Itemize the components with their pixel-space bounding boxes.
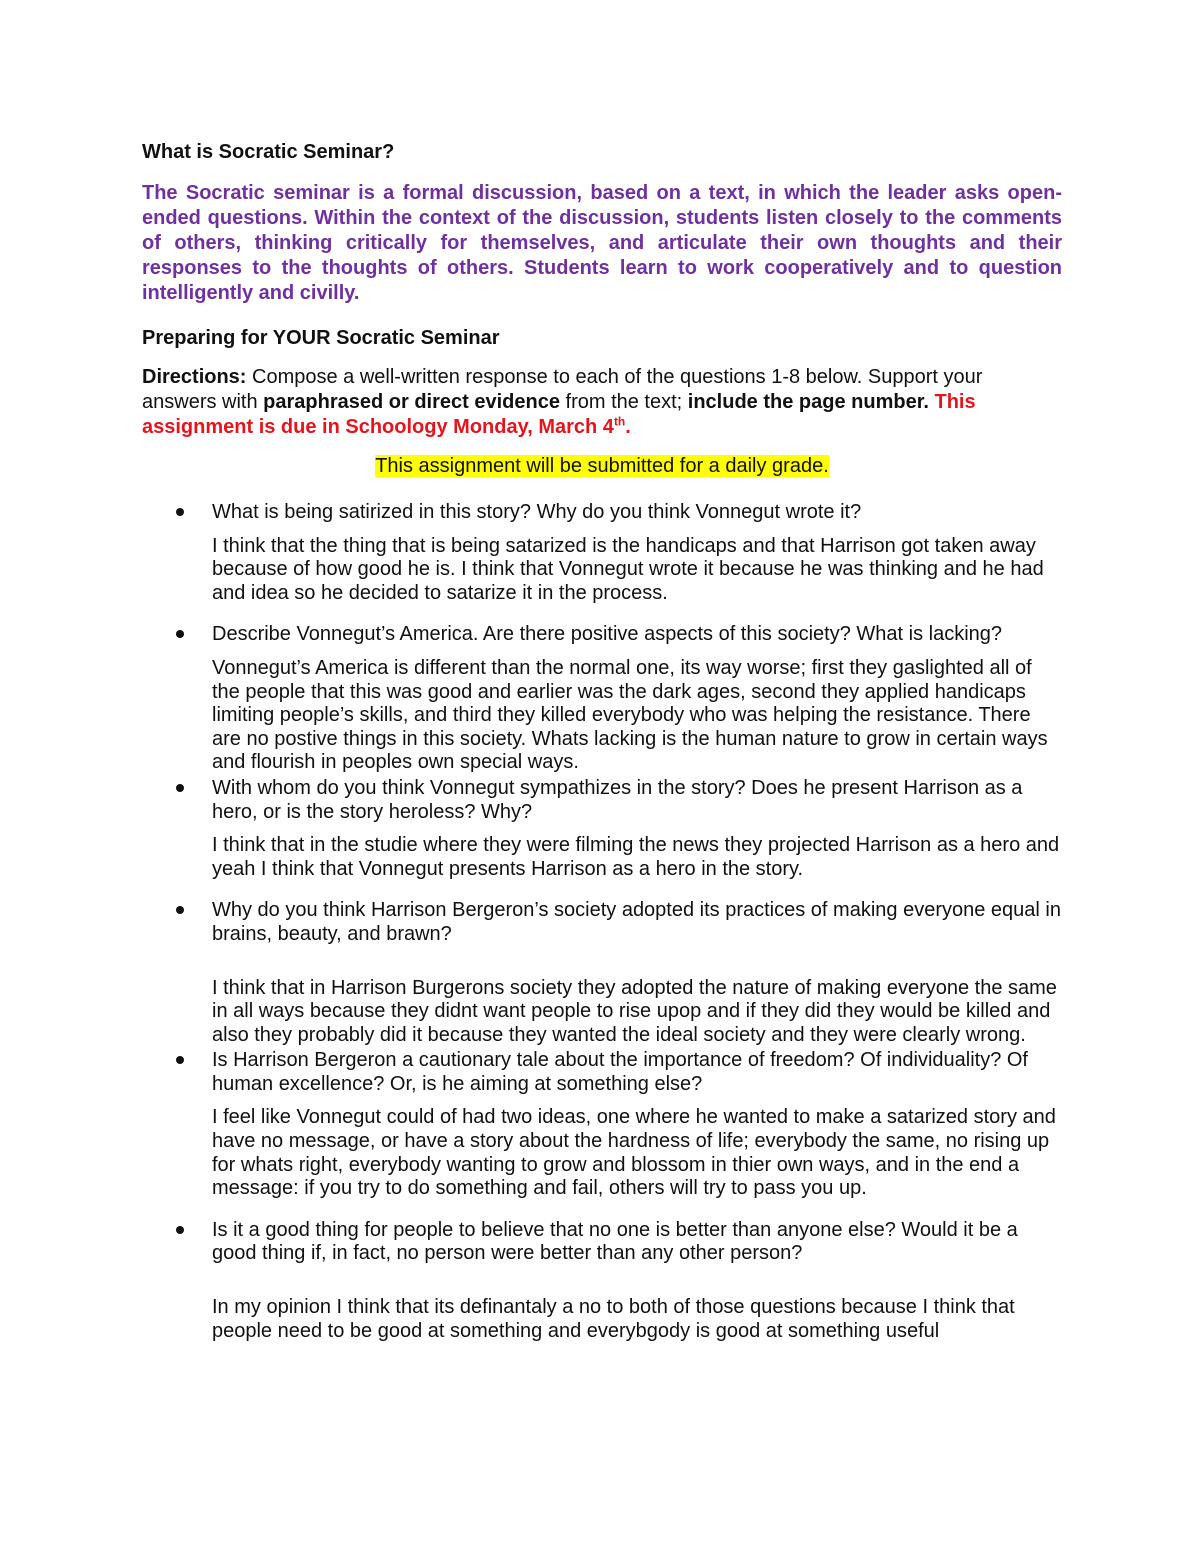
bullet-icon bbox=[176, 784, 184, 792]
directions-bold-1: paraphrased or direct evidence bbox=[263, 391, 560, 413]
due-date-superscript: th bbox=[613, 414, 626, 429]
answer-text: I think that in the studie where they were filming the news they projected Harrison as a hero and yeah I think that Vonnegut presents Harrison as a hero in the story. bbox=[212, 834, 1060, 880]
answer-text: In my opinion I think that its definantaly a no to both of those questions because I think that people need to be good at something and everybgody is good at something useful bbox=[212, 1296, 1015, 1342]
directions-label: Directions: bbox=[142, 366, 247, 388]
question-text: Why do you think Harrison Bergeron’s society adopted its practices of making everyone equal in brains, beauty, and brawn? bbox=[212, 899, 1061, 945]
answer-text: I feel like Vonnegut could of had two ideas, one where he wanted to make a satarized story and have no message, or have a story about the hardness of life; everybody the same, no rising up for whats right, everybody wanting to grow and blossom in thier own ways, and in the end a message: if you try to do something and fail, others will try to pass you up. bbox=[212, 1106, 1056, 1200]
answer-text: Vonnegut’s America is different than the normal one, its way worse; first they gaslighted all of the people that this was good and earlier was the dark ages, second they applied handicaps limiting people’s skills, and third they killed everybody who was helping the resistance. There are no postive things in this society. Whats lacking is the human nature to grow in certain ways and flourish in peoples own special ways. bbox=[212, 656, 1048, 774]
bullet-icon bbox=[176, 508, 184, 516]
directions-text-2: from the text; bbox=[559, 391, 688, 413]
due-date-end: . bbox=[625, 416, 631, 438]
question-text: Describe Vonnegut’s America. Are there positive aspects of this society? What is lacking? bbox=[212, 623, 1003, 646]
section-heading: Preparing for YOUR Socratic Seminar bbox=[142, 327, 500, 349]
list-item bbox=[142, 1219, 1062, 1343]
bullet-icon bbox=[176, 906, 184, 914]
list-item bbox=[142, 501, 1062, 605]
due-date-text: This assignment is due in Schoology Monday, March 4 bbox=[142, 391, 976, 438]
question-text: Is it a good thing for people to believe that no one is better than anyone else? Would it be a good thing if, in fact, no person were better than any other person? bbox=[212, 1218, 1018, 1265]
bullet-icon bbox=[176, 1056, 184, 1064]
highlighted-note: This assignment will be submitted for a daily grade. bbox=[375, 455, 829, 477]
list-item bbox=[142, 1049, 1062, 1201]
page-title: What is Socratic Seminar? bbox=[142, 141, 395, 163]
list-item bbox=[142, 623, 1062, 775]
bullet-icon bbox=[176, 1226, 184, 1234]
bullet-icon bbox=[176, 630, 184, 638]
answer-text: I think that the thing that is being satarized is the handicaps and that Harrison got taken away because of how good he is. I think that Vonnegut wrote it because he was thinking and he had and idea so he decided to satarize it in the process. bbox=[212, 534, 1044, 604]
question-list bbox=[142, 501, 1062, 1343]
directions-paragraph bbox=[142, 365, 1062, 440]
answer-text: I think that in Harrison Burgerons society they adopted the nature of making everyone the same in all ways because they didnt want people to rise upop and if they did they would be killed and also they probably did it because they wanted the ideal society and they were clearly wrong. bbox=[212, 976, 1057, 1046]
directions-text-1: Compose a well-written response to each of the questions 1-8 below. Support your answers with bbox=[142, 366, 983, 413]
list-item bbox=[142, 777, 1062, 881]
question-text: What is being satirized in this story? Why do you think Vonnegut wrote it? bbox=[212, 501, 862, 523]
directions-bold-2: include the page number. bbox=[687, 391, 929, 413]
question-text: With whom do you think Vonnegut sympathizes in the story? Does he present Harrison as a hero, or is the story heroless? Why? bbox=[212, 776, 1023, 823]
intro-paragraph: The Socratic seminar is a formal discussion, based on a text, in which the leader asks open-ended questions. Within the context of the discussion, students listen closely to the comments of others, thinking critically for themselves, and articulate their own thoughts and their responses to the thoughts of others. Students learn to work cooperatively and to question intelligently and civilly. bbox=[142, 182, 1062, 304]
question-text: Is Harrison Bergeron a cautionary tale about the importance of freedom? Of individuality? Of human excellence? Or, is he aiming at something else? bbox=[212, 1049, 1028, 1095]
list-item bbox=[142, 899, 1062, 1047]
highlight-row bbox=[142, 454, 1062, 479]
